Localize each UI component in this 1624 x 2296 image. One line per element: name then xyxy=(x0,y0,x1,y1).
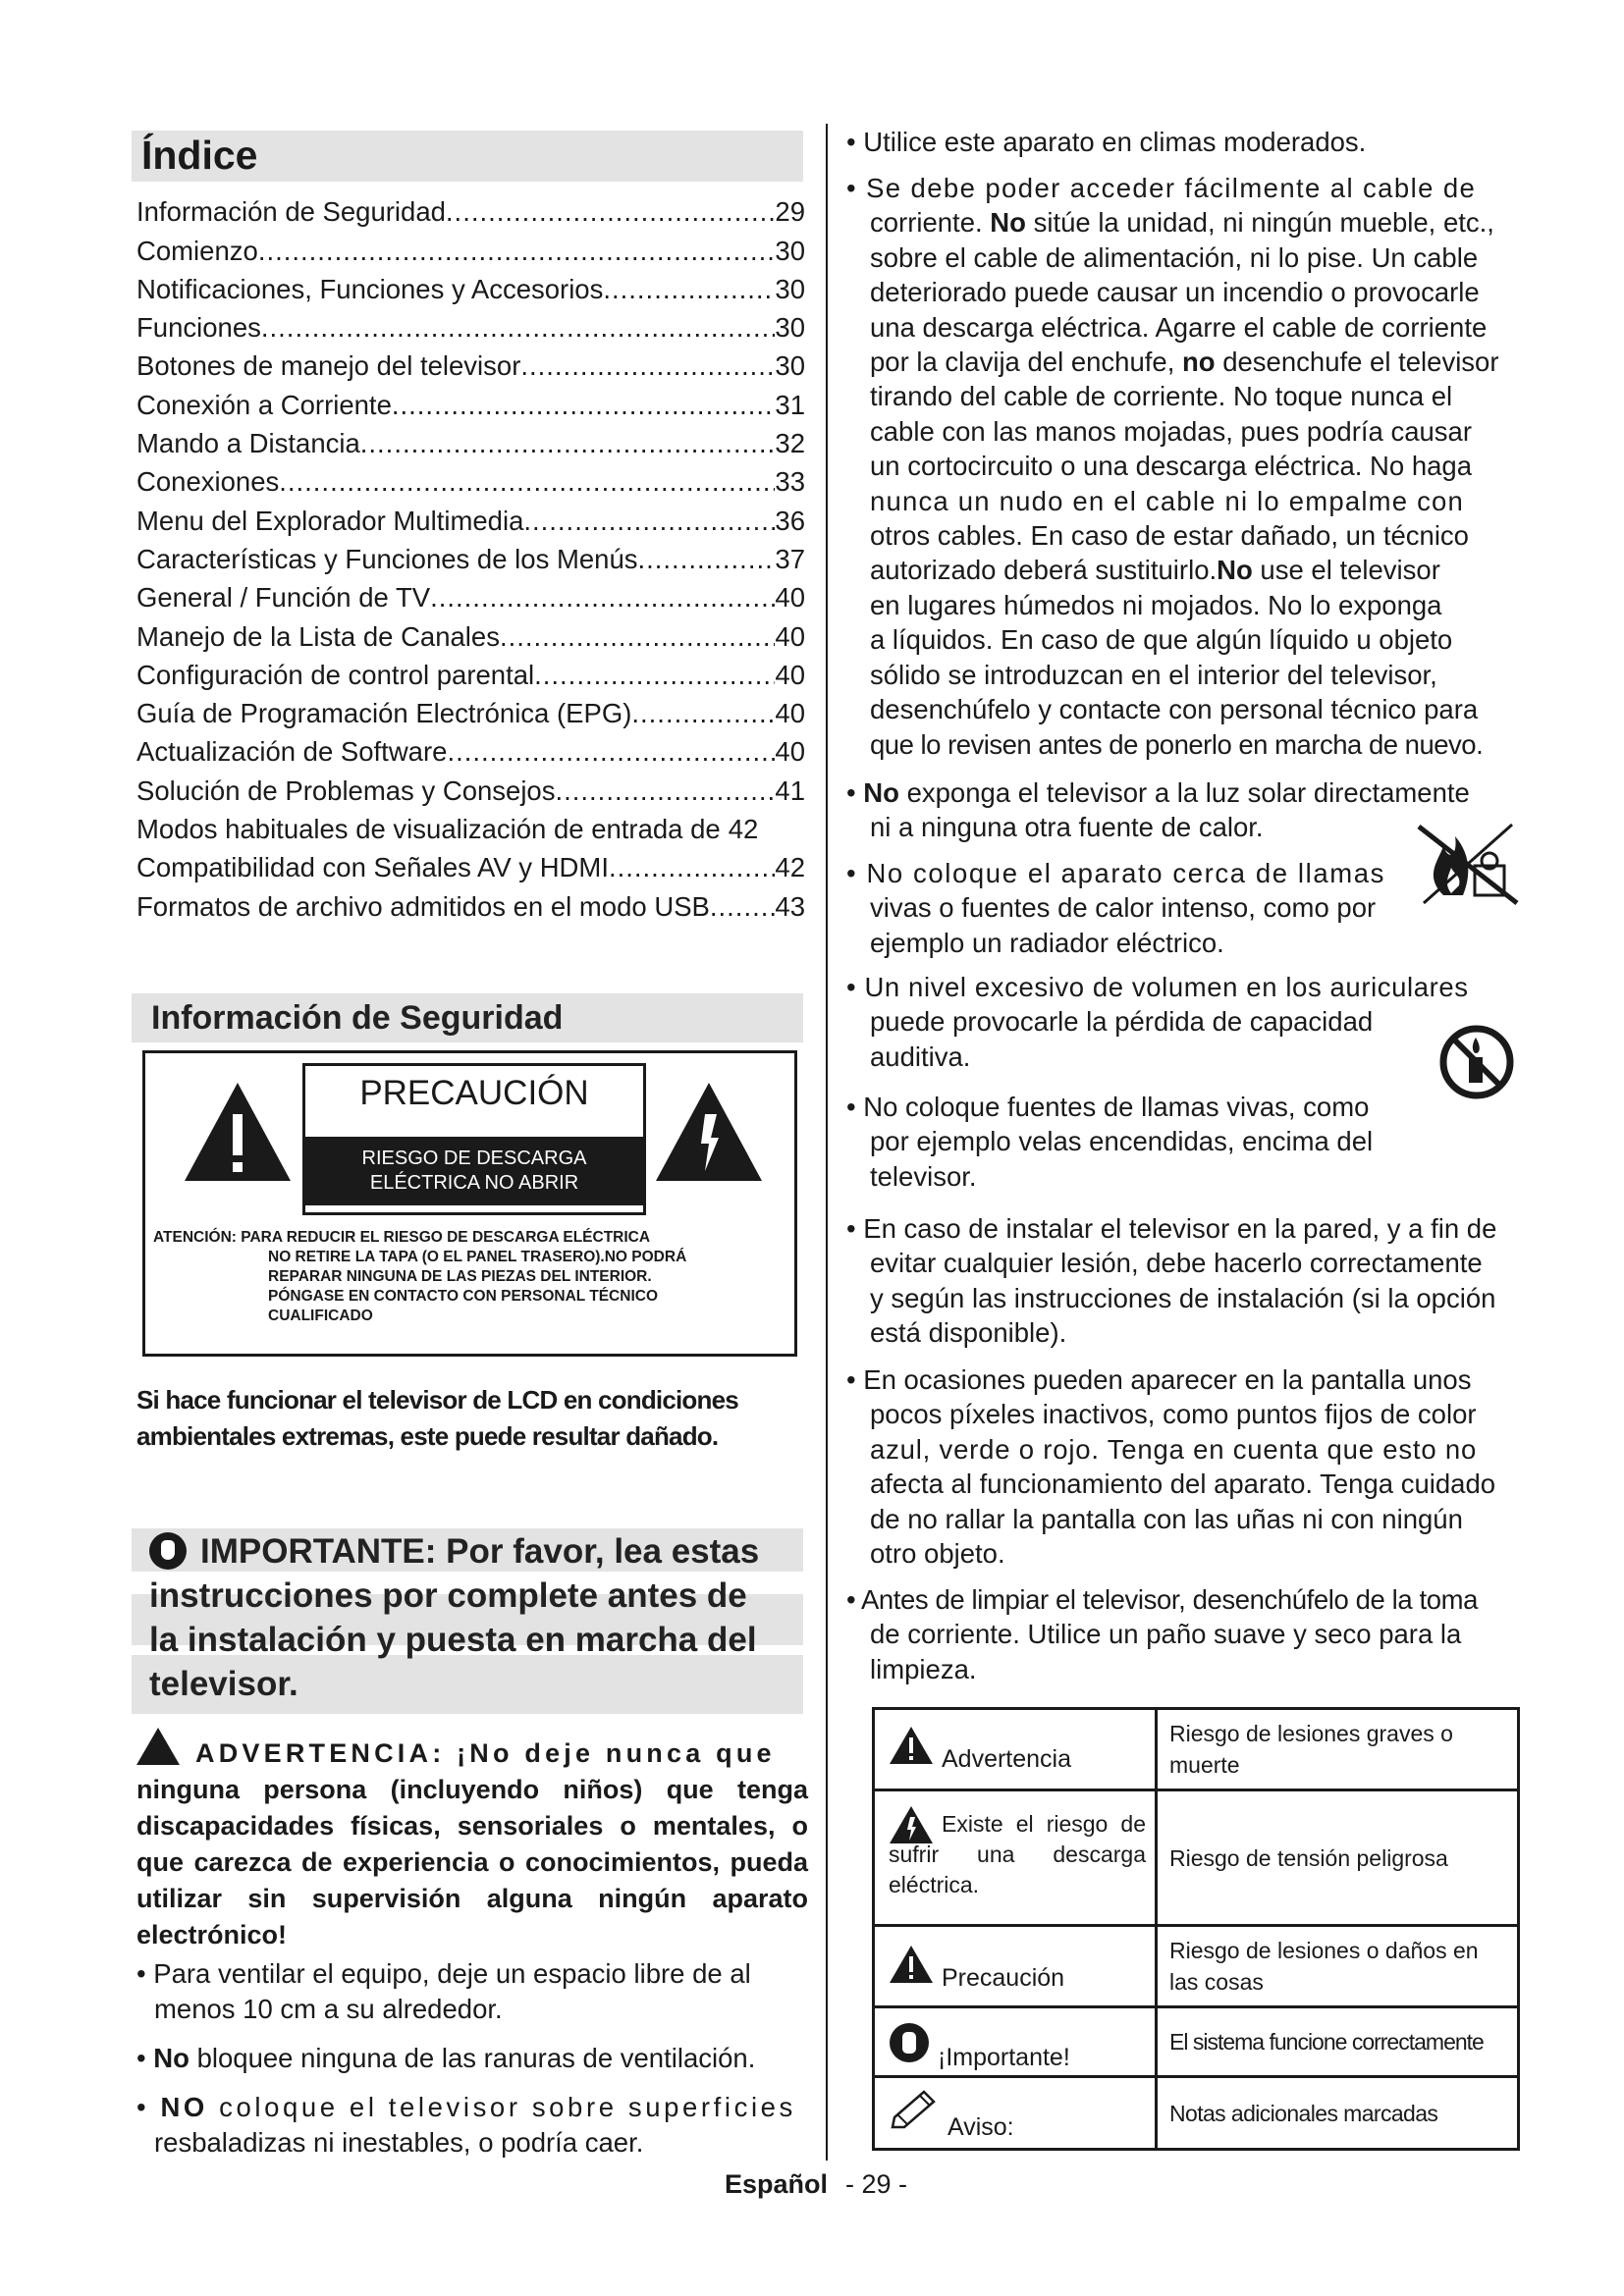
bullet-line: una descarga eléctrica. Agarre el cable de corriente xyxy=(870,311,1488,343)
toc-entry-title: Conexiones xyxy=(136,466,280,498)
toc-entry xyxy=(136,768,805,806)
toc-entry xyxy=(136,344,805,382)
bullet-line: use el televisor xyxy=(1252,555,1440,586)
bullet-line: • Se debe poder acceder fácilmente al cable de xyxy=(846,173,1477,203)
toc-leader-dots xyxy=(710,891,776,923)
index-heading xyxy=(132,131,803,182)
legend-label-cell xyxy=(874,1709,1157,1790)
page-footer xyxy=(725,2169,907,2200)
toc-entry-title: General / Función de TV xyxy=(136,582,431,614)
important-notice xyxy=(149,1529,817,1706)
caution-line-1: RIESGO DE DESCARGA xyxy=(361,1148,587,1169)
fire-prohibited-icon xyxy=(1414,817,1522,907)
bullet-line: • Utilice este aparato en climas moderados. xyxy=(846,127,1367,157)
bullet-limpiar xyxy=(846,1582,1553,1686)
bullet-line: auditiva. xyxy=(870,1041,971,1072)
exclamation-triangle-icon xyxy=(183,1081,293,1183)
toc-entry-page: 33 xyxy=(775,466,805,498)
table-of-contents xyxy=(136,189,805,923)
important-line: instrucciones por complete antes de xyxy=(149,1576,747,1615)
bullet-line: vivas o fuentes de calor intenso, como por xyxy=(870,892,1377,924)
bullet-line: • En ocasiones pueden aparecer en la pantalla unos xyxy=(846,1364,1472,1395)
bullet-pared xyxy=(846,1211,1553,1351)
toc-entry-title: Información de Seguridad xyxy=(136,196,446,228)
lightning-triangle-icon xyxy=(654,1081,764,1183)
lcd-warning: Si hace funcionar el televisor de LCD en condiciones ambientales extremas, este puede resultar dañado. xyxy=(136,1385,738,1451)
toc-entry xyxy=(136,459,805,498)
bullet-line: resbaladizas ni inestables, o podría caer. xyxy=(154,2126,644,2158)
toc-entry xyxy=(136,883,805,922)
bullet-line: • Un nivel excesivo de volumen en los auriculares xyxy=(846,972,1469,1002)
legend-row xyxy=(874,1790,1519,1926)
toc-entry-title: Formatos de archivo admitidos en el modo USB xyxy=(136,890,710,922)
toc-entry-page: 29 xyxy=(775,196,805,228)
toc-leader-dots xyxy=(258,236,776,267)
toc-entry xyxy=(136,537,805,575)
toc-entry xyxy=(136,845,805,883)
bullet-line: bloquee ninguna de las ranuras de ventilación. xyxy=(189,2043,756,2073)
toc-entry-page: 37 xyxy=(775,543,805,574)
toc-leader-dots xyxy=(279,466,775,498)
bullet-line: autorizado deberá sustituirlo. xyxy=(870,555,1218,586)
toc-leader-dots xyxy=(534,660,775,691)
toc-entry-title: Botones de manejo del televisor xyxy=(136,350,521,382)
toc-entry-title: Características y Funciones de los Menús xyxy=(136,543,638,574)
toc-entry-page: 40 xyxy=(775,736,805,768)
toc-leader-dots xyxy=(520,350,775,382)
toc-entry-page: 32 xyxy=(775,428,805,459)
toc-entry xyxy=(136,807,805,845)
bullet-ventilation xyxy=(136,1956,814,2026)
pencil-note-icon xyxy=(889,2088,940,2129)
bullet-line: tirando del cable de corriente. No toque nunca el xyxy=(870,381,1453,412)
bold-no: NO xyxy=(160,2092,208,2122)
bullet-line: desenchufe el televisor xyxy=(1215,347,1499,378)
toc-entry-page: 30 xyxy=(775,312,805,344)
advertencia-first-line: ADVERTENCIA: ¡No deje nunca que xyxy=(195,1738,776,1768)
bullet-line: desenchúfelo y contacte con personal técnico para xyxy=(870,694,1479,725)
toc-entry-title: Conexión a Corriente xyxy=(136,389,392,420)
important-line: la instalación y puesta en marcha del xyxy=(149,1621,757,1659)
legend-label: ¡Importante! xyxy=(938,2044,1070,2071)
important-line: televisor. xyxy=(149,1665,298,1703)
bullet-climas xyxy=(846,125,1534,159)
important-hand-icon xyxy=(889,2022,930,2063)
bullet-line: menos 10 cm a su alrededor. xyxy=(154,1993,503,2024)
column-divider xyxy=(826,124,828,2161)
index-title: Índice xyxy=(141,133,258,178)
safety-title: Información de Seguridad xyxy=(151,999,564,1037)
toc-entry xyxy=(136,729,805,768)
caution-label-box xyxy=(142,1050,797,1357)
toc-leader-dots xyxy=(500,621,775,653)
bullet-line: • En caso de instalar el televisor en la pared, y a fin de xyxy=(846,1213,1497,1244)
toc-entry-title: Menu del Explorador Multimedia xyxy=(136,505,524,536)
legend-label: Precaución xyxy=(942,1964,1065,1992)
bullet-line: • Para ventilar el equipo, deje un espacio libre de al xyxy=(136,1958,751,1989)
legend-description: Riesgo de tensión peligrosa xyxy=(1157,1790,1519,1926)
bullet-line: de corriente. Utilice un paño suave y seco para la xyxy=(870,1619,1462,1650)
toc-leader-dots xyxy=(523,506,775,537)
bold-no: No xyxy=(153,2043,189,2073)
toc-entry xyxy=(136,189,805,228)
toc-entry xyxy=(136,498,805,536)
bullet-line: a líquidos. En caso de que algún líquido u objeto xyxy=(870,624,1453,656)
atencion-line: PÓNGASE EN CONTACTO CON PERSONAL TÉCNICO xyxy=(268,1288,659,1305)
toc-entry-page: 42 xyxy=(728,814,759,845)
toc-entry-page: 30 xyxy=(775,235,805,266)
toc-leader-dots xyxy=(261,312,776,344)
caution-triangle-icon xyxy=(889,1945,934,1984)
bullet-line: puede provocarle la pérdida de capacidad xyxy=(870,1006,1374,1038)
legend-row xyxy=(874,2007,1519,2077)
bullet-line: televisor. xyxy=(870,1160,977,1192)
legend-row xyxy=(874,1709,1519,1790)
bullet-line: por ejemplo velas encendidas, encima del xyxy=(870,1126,1374,1157)
toc-entry xyxy=(136,614,805,652)
bullet-superficies: • NO coloque el televisor sobre superficies resbaladizas ni inestables, o podría caer. xyxy=(136,2090,814,2160)
toc-leader-dots xyxy=(447,736,775,768)
toc-entry xyxy=(136,421,805,459)
caution-line-2: ELÉCTRICA NO ABRIR xyxy=(369,1172,579,1194)
bullet-line: afecta al funcionamiento del aparato. Tenga cuidado xyxy=(870,1468,1496,1500)
legend-label-cell xyxy=(874,1790,1157,1926)
atencion-line: NO RETIRE LA TAPA (O EL PANEL TRASERO).NO PODRÁ xyxy=(268,1249,687,1265)
bullet-line: está disponible). xyxy=(870,1317,1067,1349)
toc-entry-page: 30 xyxy=(775,350,805,382)
legend-label-cell xyxy=(874,2077,1157,2150)
bullet-auriculares xyxy=(846,970,1534,1074)
bullet-line: nunca un nudo en el cable ni lo empalme con xyxy=(870,485,1465,516)
legend-description: Riesgo de lesiones o daños en las cosas xyxy=(1157,1926,1519,2007)
toc-entry-title: Guía de Programación Electrónica (EPG) xyxy=(136,698,632,729)
footer-language: Español xyxy=(725,2169,829,2199)
bold-no: no xyxy=(1181,347,1216,378)
bullet-line: deteriorado puede causar un incendio o provocarle xyxy=(870,277,1480,308)
legend-label-cell xyxy=(874,2007,1157,2077)
bullet-line: evitar cualquier lesión, debe hacerlo correctamente xyxy=(870,1248,1483,1279)
warning-triangle-icon xyxy=(889,1726,934,1765)
advertencia-text xyxy=(136,1735,808,1953)
caution-shock-text xyxy=(305,1137,643,1205)
bullet-line: sólido se introduzcan en el interior del televisor, xyxy=(870,659,1437,690)
toc-entry-page: 40 xyxy=(775,698,805,729)
toc-entry xyxy=(136,382,805,420)
atencion-text xyxy=(153,1228,686,1326)
toc-leader-dots xyxy=(631,698,775,729)
bullet-ranuras: • No bloquee ninguna de las ranuras de ventilación. xyxy=(136,2043,756,2073)
legend-label: Advertencia xyxy=(942,1745,1072,1773)
legend-label: Aviso: xyxy=(947,2113,1014,2141)
toc-entry xyxy=(136,267,805,305)
toc-leader-dots xyxy=(392,390,776,421)
toc-leader-dots xyxy=(638,544,776,575)
bullet-line: limpieza. xyxy=(870,1653,977,1684)
toc-entry xyxy=(136,653,805,691)
bullet-line: por la clavija del enchufe, xyxy=(870,347,1182,378)
toc-entry-page: 40 xyxy=(775,582,805,614)
toc-entry-title: Solución de Problemas y Consejos xyxy=(136,774,556,806)
bullet-line: y según las instrucciones de instalación (si la opción xyxy=(870,1282,1496,1313)
atencion-line: REPARAR NINGUNA DE LAS PIEZAS DEL INTERIOR. xyxy=(268,1268,652,1285)
toc-entry-title: Actualización de Software xyxy=(136,736,448,768)
toc-entry-title: Mando a Distancia xyxy=(136,428,360,459)
toc-entry-title: Comienzo xyxy=(136,235,258,266)
bullet-line: otro objeto. xyxy=(870,1538,1005,1570)
bullet-line: pocos píxeles inactivos, como puntos fijos de color xyxy=(870,1399,1477,1430)
toc-entry xyxy=(136,228,805,266)
toc-entry-title: Funciones xyxy=(136,312,261,344)
toc-entry-page: 42 xyxy=(775,852,805,883)
bullet-line: corriente. xyxy=(870,207,991,239)
bullet-line: exponga el televisor a la luz solar directamente xyxy=(898,777,1470,808)
bullet-sol: • No exponga el televisor a la luz solar directamente ni a ninguna otra fuente de calor. xyxy=(846,775,1534,845)
bullet-line: que lo revisen antes de ponerlo en marcha de nuevo. xyxy=(870,728,1484,760)
bold-no: No xyxy=(863,777,899,808)
toc-entry-page: 43 xyxy=(775,890,805,922)
candle-prohibited-icon xyxy=(1438,1024,1515,1100)
toc-entry-title: Configuración de control parental xyxy=(136,659,535,690)
toc-entry-page: 36 xyxy=(775,505,805,536)
bold-no: No xyxy=(990,207,1026,239)
toc-leader-dots xyxy=(446,196,775,228)
bullet-line: • Antes de limpiar el televisor, desenchúfelo de la toma xyxy=(846,1584,1479,1615)
legend-label-cell xyxy=(874,1926,1157,2007)
toc-leader-dots xyxy=(609,852,775,883)
bullet-line: ni a ninguna otra fuente de calor. xyxy=(870,812,1264,843)
toc-leader-dots xyxy=(603,274,775,305)
legend-description: El sistema funcione correctamente xyxy=(1157,2007,1519,2077)
caution-center-box xyxy=(302,1063,646,1215)
symbol-legend-table xyxy=(872,1707,1520,2151)
toc-leader-dots xyxy=(555,775,775,807)
toc-entry xyxy=(136,575,805,614)
legend-description: Riesgo de lesiones graves o muerte xyxy=(1157,1709,1519,1790)
legend-row xyxy=(874,2077,1519,2150)
bullet-line: • No coloque fuentes de llamas vivas, como xyxy=(846,1092,1370,1122)
toc-entry-title: Notificaciones, Funciones y Accesorios xyxy=(136,273,604,304)
legend-description: Notas adicionales marcadas xyxy=(1157,2077,1519,2150)
bullet-line: sitúe la unidad, ni ningún mueble, etc., xyxy=(1025,207,1494,239)
bullet-cable xyxy=(846,171,1534,762)
toc-leader-dots xyxy=(360,428,776,459)
advertencia-rest: ninguna persona (incluyendo niños) que tenga discapacidades físicas, sensoriales o mentales, o que carezca de experiencia o conocimientos, pueda utilizar sin supervisión alguna ningún aparato electrónico! xyxy=(136,1775,808,1949)
bullet-line: otros cables. En caso de estar dañado, un técnico xyxy=(870,520,1469,552)
bullet-line: • No coloque el aparato cerca de llamas xyxy=(846,858,1385,888)
toc-entry-page: 40 xyxy=(775,620,805,652)
bullet-line: un cortocircuito o una descarga eléctrica. No haga xyxy=(870,451,1472,482)
bullet-line: de no rallar la pantalla con las uñas ni con ningún xyxy=(870,1503,1463,1534)
bullet-line: ejemplo un radiador eléctrico. xyxy=(870,927,1224,958)
important-line: IMPORTANTE: Por favor, lea estas xyxy=(200,1532,760,1571)
legend-label: Existe el riesgo de sufrir una descarga eléctrica. xyxy=(889,1811,1146,1897)
atencion-line: CUALIFICADO xyxy=(268,1308,373,1324)
bullet-line: coloque el televisor sobre superficies xyxy=(207,2092,796,2122)
bullet-line: cable con las manos mojadas, pues podría causar xyxy=(870,415,1472,447)
toc-entry-page: 31 xyxy=(775,389,805,420)
bullet-pixeles xyxy=(846,1362,1553,1571)
toc-entry-title: Compatibilidad con Señales AV y HDMI xyxy=(136,852,609,883)
atencion-line: ATENCIÓN: PARA REDUCIR EL RIESGO DE DESCARGA ELÉCTRICA xyxy=(153,1229,651,1246)
caution-title: PRECAUCIÓN xyxy=(359,1074,589,1112)
page-number: - 29 - xyxy=(845,2169,908,2199)
legend-row xyxy=(874,1926,1519,2007)
bullet-velas xyxy=(846,1090,1426,1194)
bullet-line: en lugares húmedos ni mojados. No lo exponga xyxy=(870,589,1442,620)
toc-entry-page: 40 xyxy=(775,659,805,690)
bullet-line: sobre el cable de alimentación, ni lo pise. Un cable xyxy=(870,241,1479,273)
toc-entry-page: 41 xyxy=(775,774,805,806)
bullet-llamas xyxy=(846,856,1426,960)
toc-entry-title: Modos habituales de visualización de entrada de xyxy=(136,814,721,845)
bold-no: No xyxy=(1217,555,1253,586)
toc-entry xyxy=(136,305,805,344)
bullet-line: azul, verde o rojo. Tenga en cuenta que esto no xyxy=(870,1433,1478,1465)
toc-entry xyxy=(136,691,805,729)
toc-entry-title: Manejo de la Lista de Canales xyxy=(136,620,500,652)
toc-entry-page: 30 xyxy=(775,273,805,304)
safety-heading xyxy=(132,993,803,1042)
toc-leader-dots xyxy=(430,582,775,614)
